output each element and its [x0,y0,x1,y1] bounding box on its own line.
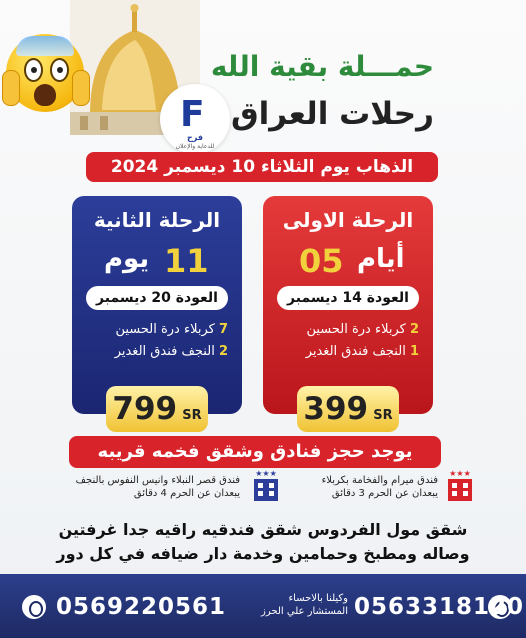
agent-info [238,592,348,618]
phone-number-right[interactable]: 0563318120 [354,594,525,620]
price-tag-first [297,386,399,432]
hotel-note-line: يبعدان عن الحرم 4 دقائق [133,488,240,499]
emoji-left-hand [2,70,20,106]
contact-footer [0,574,526,638]
price-tag-second [106,386,208,432]
stay-nights: 1 [409,344,419,359]
stay-item [115,322,228,337]
stay-place: كربلاء درة الحسين [306,322,406,337]
shocked-face-icon [6,34,84,112]
departure-banner: الذهاب يوم الثلاثاء 10 ديسمبر 2024 [86,152,438,182]
brand-logo [160,84,230,154]
stay-nights: 2 [409,322,419,337]
emoji-mouth [34,84,56,106]
hotel-building-icon [248,468,284,502]
price-currency: SR [373,408,393,423]
hotel-note-line: فندق قصر النبلاء وانيس النفوس بالنجف [75,475,240,486]
emoji-right-eye [50,58,69,82]
hotel-note-line: يبعدان عن الحرم 3 دقائق [331,488,438,499]
logo-f-icon: F [180,94,205,135]
phone-number-left[interactable]: 0569220561 [56,594,227,620]
apartments-description-line: شقق مول الفردوس شقق فندقيه راقيه جدا غرفتين [58,520,468,539]
stay-place: النجف فندق الغدير [114,344,215,359]
return-date-pill: العودة 20 ديسمبر [86,286,228,310]
stay-nights: 2 [218,344,228,359]
emoji-forehead [16,36,74,56]
hotel-note-karbala [288,474,438,500]
trip-duration-unit: يوم [104,244,150,274]
stay-item [115,344,228,359]
trip-duration-number: 11 [164,242,209,280]
stay-item [306,344,419,359]
agent-line: المستشار علي الحرز [261,606,348,617]
return-date-pill: العودة 14 ديسمبر [277,286,419,310]
trip-title: رحلات العراق [230,96,434,132]
price-value: 399 [303,391,369,427]
trip-card-second [72,196,242,414]
stay-place: النجف فندق الغدير [305,344,406,359]
trip-card-first [263,196,433,414]
stay-nights: 7 [218,322,228,337]
trip-duration-number: 05 [299,242,344,280]
hotels-banner: يوجد حجز فنادق وشقق فخمه قريبه [69,436,441,468]
logo-name: فرح [187,133,203,142]
trip-card-title: الرحلة الثانية [93,208,221,232]
price-value: 799 [112,391,178,427]
agent-line: وكيلنا بالاحساء [288,593,348,604]
apartments-description-line: وصاله ومطبخ وحمامين وخدمة دار ضيافه في كل دور [56,544,470,563]
emoji-left-eye [24,58,43,82]
hotel-note-najaf [30,474,240,500]
stay-item [306,322,419,337]
whatsapp-icon[interactable] [22,595,46,619]
price-currency: SR [182,408,202,423]
emoji-right-hand [72,70,90,106]
trip-card-title: الرحلة الاولى [282,208,414,232]
logo-subtitle: للدعاية والإعلان [175,143,215,150]
hotel-note-line: فندق ميرام والفخامة بكربلاء [321,475,438,486]
svg-text:★★★: ★★★ [449,469,471,478]
hotel-building-icon [442,468,478,502]
svg-text:★★★: ★★★ [255,469,277,478]
trip-duration-unit: أيام [357,244,405,274]
campaign-title: حمـــلة بقية الله [210,50,434,83]
stay-place: كربلاء درة الحسين [115,322,215,337]
